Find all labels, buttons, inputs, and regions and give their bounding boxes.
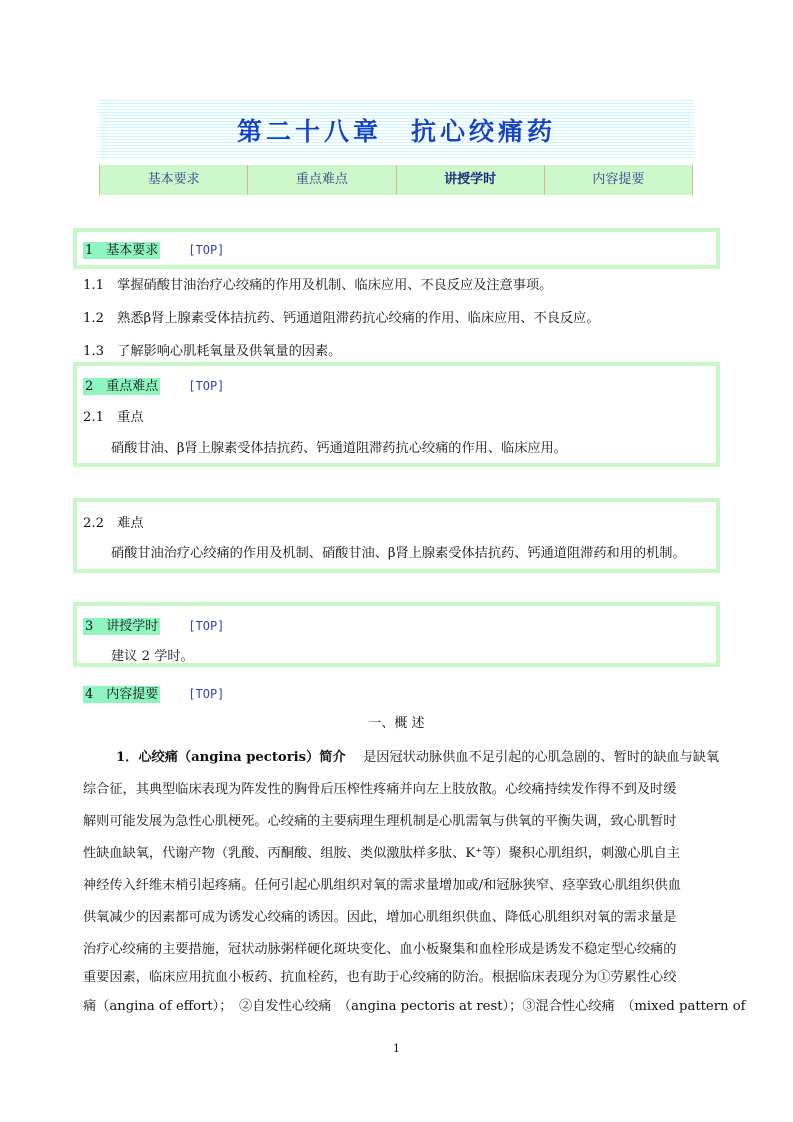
overview-subtitle: 一、概 述: [368, 716, 425, 731]
chapter-title: 第二十八章 抗心绞痛药: [236, 117, 556, 146]
nav-basic-requirements[interactable]: 基本要求: [100, 165, 248, 195]
nav-teaching-hours[interactable]: 讲授学时: [397, 165, 545, 195]
paragraph-line: 性缺血缺氧，代谢产物（乳酸、丙酮酸、组胺、类似激肽样多肽、K⁺等）聚积心肌组织，刺激心肌自主: [83, 846, 681, 861]
paragraph-line-1: [116, 746, 746, 765]
nav-key-points[interactable]: 重点难点: [248, 165, 396, 195]
requirement-1: 1.1 掌握硝酸甘油治疗心绞痛的作用及机制、临床应用、不良反应及注意事项。: [83, 278, 553, 293]
section-3-heading: [83, 615, 224, 634]
paragraph-line: 解则可能发展为急性心肌梗死。心绞痛的主要病理生理机制是心肌需氧与供氧的平衡失调，致心肌暂时: [83, 814, 677, 829]
top-link[interactable]: [TOP]: [188, 687, 225, 701]
chapter-banner: [99, 98, 694, 160]
section-4-title: 4 内容提要: [85, 687, 159, 702]
section-nav: [99, 165, 693, 195]
section-2-heading: [83, 375, 224, 394]
difficulties-text: 硝酸甘油治疗心绞痛的作用及机制、硝酸甘油、β肾上腺素受体拮抗药、钙通道阻滞药和用的机制。: [111, 546, 686, 561]
top-link[interactable]: [TOP]: [188, 379, 225, 393]
section-1-title: 1 基本要求: [85, 243, 159, 258]
page-number: 1: [393, 1042, 400, 1055]
paragraph-line: 痛（angina of effort）； ②自发性心绞痛 （angina pectoris at rest）；③混合性心绞痛 （mixed pattern of: [83, 999, 746, 1014]
section-3-title: 3 讲授学时: [85, 619, 159, 634]
section-4-heading: [83, 683, 224, 702]
paragraph-line: 治疗心绞痛的主要措施，冠状动脉粥样硬化斑块变化、血小板聚集和血栓形成是诱发不稳定型心绞痛的: [83, 942, 677, 957]
paragraph-text: 是因冠状动脉供血不足引起的心肌急剧的、暂时的缺血与缺氧: [363, 750, 720, 765]
section-1-heading: [83, 239, 224, 258]
paragraph-lead: 1．心绞痛（angina pectoris）简介: [116, 750, 346, 765]
paragraph-line: 神经传入纤维末梢引起疼痛。任何引起心肌组织对氧的需求量增加或/和冠脉狭窄、痉挛致心肌组织供血: [83, 878, 681, 893]
top-link[interactable]: [TOP]: [188, 243, 225, 257]
section-2-title: 2 重点难点: [85, 379, 159, 394]
requirement-3: 1.3 了解影响心肌耗氧量及供氧量的因素。: [83, 344, 342, 359]
key-points-label: 2.1 重点: [83, 410, 144, 425]
nav-content-summary[interactable]: 内容提要: [545, 165, 693, 195]
paragraph-line: 综合征，其典型临床表现为阵发性的胸骨后压榨性疼痛并向左上肢放散。心绞痛持续发作得不到及时缓: [83, 782, 677, 797]
key-points-text: 硝酸甘油、β肾上腺素受体拮抗药、钙通道阻滞药抗心绞痛的作用、临床应用。: [111, 441, 567, 456]
paragraph-line: 供氧减少的因素都可成为诱发心绞痛的诱因。因此，增加心肌组织供血、降低心肌组织对氧的需求量是: [83, 910, 677, 925]
top-link[interactable]: [TOP]: [188, 619, 225, 633]
difficulties-label: 2.2 难点: [83, 516, 144, 531]
teaching-hours-text: 建议 2 学时。: [111, 649, 194, 664]
difficulties-box: [73, 498, 720, 573]
paragraph-line: 重要因素，临床应用抗血小板药、抗血栓药，也有助于心绞痛的防治。根据临床表现分为①劳累性心绞: [83, 970, 677, 985]
requirement-2: 1.2 熟悉β肾上腺素受体拮抗药、钙通道阻滞药抗心绞痛的作用、临床应用、不良反应。: [83, 311, 600, 326]
